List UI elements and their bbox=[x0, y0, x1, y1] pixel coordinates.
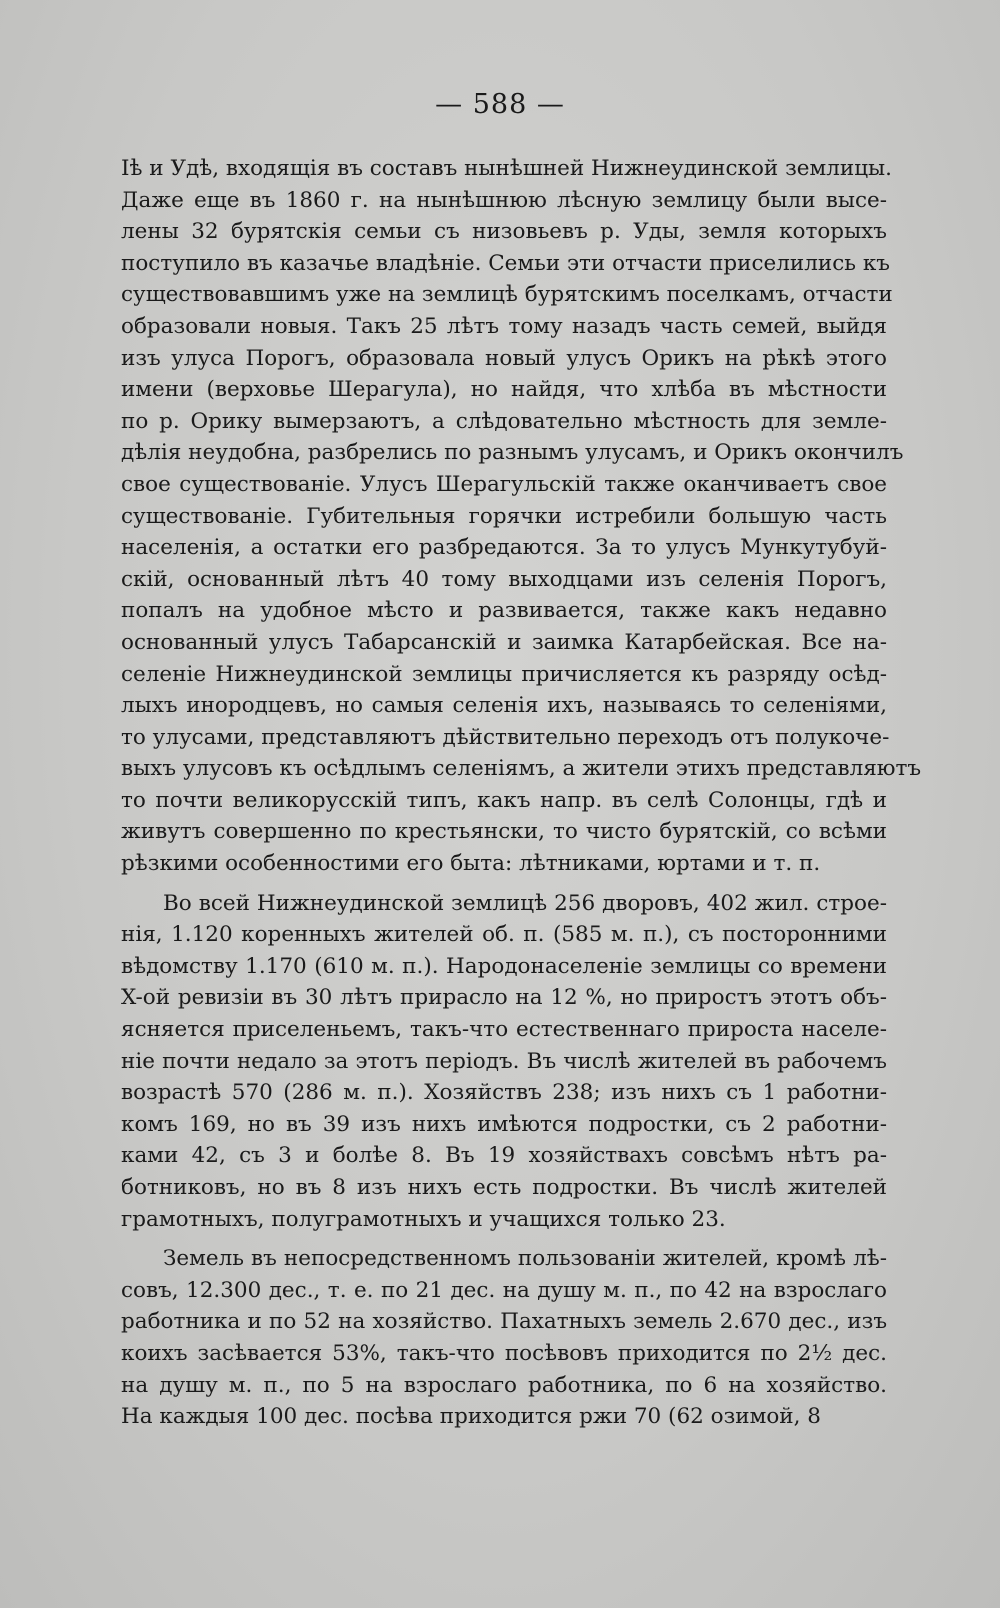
text-line: комъ 169, но въ 39 изъ нихъ имѣются подростки, съ 2 работни- bbox=[121, 1111, 887, 1137]
body-text bbox=[121, 153, 922, 1433]
text-line: ясняется приселеньемъ, такъ-что естественнаго прироста населе- bbox=[121, 1017, 887, 1043]
text-line: работника и по 52 на хозяйство. Пахатныхъ земель 2.670 дес., изъ bbox=[121, 1309, 887, 1335]
text-line: ніе почти недало за этотъ періодъ. Въ числѣ жителей въ рабочемъ bbox=[121, 1048, 887, 1074]
paragraph bbox=[121, 1243, 887, 1433]
text-line: вѣдомству 1.170 (610 м. п.). Народонаселеніе землицы со времени bbox=[121, 953, 887, 979]
text-line: образовали новыя. Такъ 25 лѣтъ тому назадъ часть семей, выйдя bbox=[121, 313, 887, 339]
text-line: скій, основанный лѣтъ 40 тому выходцами изъ селенія Порогъ, bbox=[121, 566, 887, 592]
text-line: совъ, 12.300 дес., т. е. по 21 дес. на душу м. п., по 42 на взрослаго bbox=[121, 1277, 887, 1303]
paragraph bbox=[121, 888, 887, 1236]
text-line: свое существованіе. Улусъ Шерагульскій также оканчиваетъ свое bbox=[121, 471, 887, 497]
text-line: нія, 1.120 коренныхъ жителей об. п. (585 м. п.), съ посторонними bbox=[121, 922, 887, 948]
text-line: Земель въ непосредственномъ пользованіи жителей, кромѣ лѣ- bbox=[163, 1246, 887, 1272]
text-line: Даже еще въ 1860 г. на нынѣшнюю лѣсную землицу были высе- bbox=[121, 187, 887, 213]
text-line: грамотныхъ, полуграмотныхъ и учащихся только 23. bbox=[121, 1206, 726, 1232]
text-line: Iѣ и Удѣ, входящія въ составъ нынѣшней Нижнеудинской землицы. bbox=[121, 156, 892, 181]
text-line: На каждыя 100 дес. посѣва приходится ржи 70 (62 озимой, 8 bbox=[121, 1404, 821, 1430]
text-line: то почти великорусскій типъ, какъ напр. въ селѣ Солонцы, гдѣ и bbox=[121, 787, 887, 813]
text-line: ботниковъ, но въ 8 изъ нихъ есть подростки. Въ числѣ жителей bbox=[121, 1175, 887, 1200]
text-line: поступило въ казачье владѣніе. Семьи эти отчасти приселились къ bbox=[121, 250, 890, 276]
text-line: дѣлія неудобна, разбрелись по разнымъ улусамъ, и Орикъ окончилъ bbox=[121, 440, 904, 466]
text-line: лыхъ инородцевъ, но самыя селенія ихъ, называясь то селеніями, bbox=[121, 693, 887, 719]
text-line: населенія, а остатки его разбредаются. За то улусъ Мункутубуй- bbox=[121, 535, 887, 561]
text-line: Во всей Нижнеудинской землицѣ 256 дворовъ, 402 жил. строе- bbox=[163, 890, 887, 916]
text-line: возрастѣ 570 (286 м. п.). Хозяйствъ 238; изъ нихъ съ 1 работни- bbox=[121, 1080, 887, 1106]
text-line: живутъ совершенно по крестьянски, то чисто бурятскій, со всѣми bbox=[121, 819, 887, 845]
text-line: по р. Орику вымерзаютъ, а слѣдовательно мѣстность для земле- bbox=[121, 408, 887, 434]
text-line: имени (верховье Шерагула), но найдя, что хлѣба въ мѣстности bbox=[121, 377, 887, 403]
page-number: — 588 — bbox=[435, 89, 565, 120]
text-line: то улусами, представляютъ дѣйствительно переходъ отъ полукоче- bbox=[121, 724, 890, 750]
text-line: рѣзкими особенностими его быта: лѣтниками, юртами и т. п. bbox=[121, 851, 821, 877]
text-line: коихъ засѣвается 53%, такъ-что посѣвовъ приходится по 2½ дес. bbox=[121, 1340, 887, 1366]
text-line: выхъ улусовъ къ осѣдлымъ селеніямъ, а жители этихъ представляютъ bbox=[121, 756, 922, 782]
text-line: изъ улуса Порогъ, образовала новый улусъ Орикъ на рѣкѣ этого bbox=[121, 345, 887, 371]
text-line: существованіе. Губительныя горячки истребили большую часть bbox=[121, 503, 887, 529]
text-line: ками 42, съ 3 и болѣе 8. Въ 19 хозяйствахъ совсѣмъ нѣтъ ра- bbox=[121, 1143, 887, 1169]
paragraph bbox=[121, 153, 922, 880]
text-line: существовавшимъ уже на землицѣ бурятскимъ поселкамъ, отчасти bbox=[121, 282, 893, 308]
text-line: основанный улусъ Табарсанскій и заимка Катарбейская. Все на- bbox=[121, 629, 887, 655]
text-line: на душу м. п., по 5 на взрослаго работника, по 6 на хозяйство. bbox=[121, 1372, 887, 1398]
text-line: X-ой ревизіи въ 30 лѣтъ прирасло на 12 %, но приростъ этотъ объ- bbox=[121, 985, 887, 1011]
text-line: селеніе Нижнеудинской землицы причисляется къ разряду осѣд- bbox=[121, 661, 887, 687]
text-line: попалъ на удобное мѣсто и развивается, также какъ недавно bbox=[121, 598, 887, 624]
text-line: лены 32 бурятскія семьи съ низовьевъ р. Уды, земля которыхъ bbox=[121, 219, 887, 245]
